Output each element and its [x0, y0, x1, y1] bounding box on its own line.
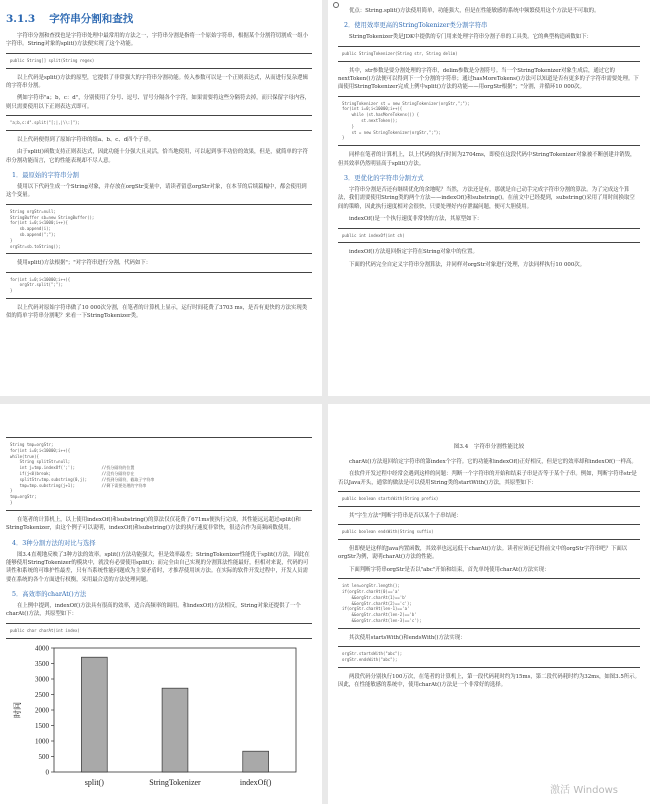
y-tick-label: 4000: [35, 644, 49, 653]
code-block: public boolean endsWith(String suffix): [338, 524, 640, 540]
x-tick-label: split(): [84, 777, 104, 787]
paragraph: 同样在笔者的计算机上，以上代码的执行时间为2704ms，即使在这段代码中StringTokenizer对象被不断创建并销毁，但其效率仍然明显高于split()方法。: [338, 152, 636, 167]
bar: [162, 688, 188, 772]
paragraph: 两段代码分别执行100万次，在笔者的计算机上，第一段代码耗时约为15ms，第二段代码耗时约为32ms，如图3.5所示。因此，在性能敏感的系统中，使用charAt()方法是一个非常好的选择。: [338, 673, 640, 689]
code-block: String tmp=orgStr; for(int i=0;i<10000;i++){ while(true){ String splitStr=null; int j=tmp.indexOf(';'); //找分隔符的位置 if(j<0)break; //没有分隔符存在 splitStr=tmp.substring(0,j); //找到分隔符，截取子字符串 tmp=tmp.substring(j+1); //剩下需要处理的字符串 } tmp=orgStr; }: [6, 437, 312, 511]
bar: [81, 657, 107, 772]
paragraph: 在笔者的计算机上，以上使用indexOf()和substring()的算法仅仅花费了671ms便执行完成，其性能远远超过split()和StringTokenizer，由这个例子可以说明，indexOf()和substring()方法的执行速度非常快，很适合作为高频函数使用。: [6, 516, 301, 532]
subsection-heading: 1．最原始的字符串分割: [12, 171, 79, 179]
figure-caption: 图3.4 字符串分割性能比较: [453, 444, 525, 450]
paragraph: 以上代码对原始字符串做了10 000次分割，在笔者的计算机上显示，运行时间花费了3703 ms，是否有更快的方法实现类似的简单字符串分割呢？来看一下StringTokenizer类。: [6, 305, 308, 320]
paragraph: 下面判断字符串orgStr是否以"abc"开始和结束，首先单纯使用charAt()方法实现：: [349, 566, 550, 573]
paragraph: 字符串分割是否还有继续优化的余地呢？当然，方法还是有，那就是自己动手完成字符串分割的算法。为了完成这个算法，我们需要使用String类的两个方法——indexOf()和substring()。在前文中已经提到，substring()采用了用时间换取空间的策略，因此执行速度相对会很快，只要处理好内存泄漏问题，便可大胆使用。: [338, 187, 635, 210]
code-block: StringTokenizer st = new StringTokenizer(orgStr,";"); for(int i=0;i<10000;i++){ while (st.hasMoreTokens()) { st.nextToken(); } st = new StringTokenizer(orgStr,";"); }: [338, 96, 640, 147]
y-tick-label: 500: [38, 752, 49, 761]
paragraph: 图3.4直观地反映了3种方法的效率。split()方法功能强大，但是效率最差；StringTokenizer性能优于split()方法，因此在能够使用StringTokenizer的模块中，就没有必要使用split()；而完全由自己实现的分割算法性能最好，但相对来说，代码的可读性和系统的可维护性最差，只有当系统性能问题成为主要矛盾时，才推荐使用该方法。在实际的软件开发过程中，开发人员需要在系统的各个方面进行权衡，采用最合适的方法处理问题。: [6, 551, 310, 583]
subsection-heading: 5．高效率的charAt()方法: [12, 591, 87, 599]
paragraph: charAt()方法返回给定字符串的第index个字符。它的功能和indexOf()正好相反，但是它的效率却和indexOf()一样高。: [349, 459, 637, 465]
code-block: for(int i=0;i<10000;i++){ orgStr.split(";"); }: [6, 272, 312, 299]
page-2: [328, 0, 650, 396]
code-block: public boolean startsWith(String prefix): [338, 491, 640, 507]
code-block: orgStr.startsWith("abc"); orgStr.endsWith("abc");: [338, 646, 640, 668]
page-3: [0, 404, 322, 804]
subsection-heading: 3．更优化的字符串分割方式: [344, 175, 424, 182]
code-block: public String[] split(String regex): [6, 53, 312, 69]
y-tick-label: 3500: [35, 659, 49, 668]
section-heading: [6, 11, 312, 26]
paragraph: 其"字生方法"判断字符串是否以某个子串结尾：: [349, 512, 462, 519]
code-block: public StringTokenizer(String str, String delim): [338, 46, 640, 62]
paragraph: 其次使用startsWith()和endsWith()方法实现：: [349, 634, 466, 641]
paragraph: 其中，str参数是要分割处理的字符串，delim参数是分割符号。当一个StringTokenizer对象生成后，通过它的nextToken()方法便可以得到下一个分割的字符串；通过hasMoreTokens()方法可以知道是否有更多的子字符串需要处理。下面使用StringTokenizer完成上例中split()方法的功能——用orgStr根据"；"分割，并循环10 000次。: [338, 67, 639, 91]
code-block: "a;b,c:d".split("[;|,|\\:]");: [6, 115, 312, 131]
x-tick-label: StringTokenizer: [149, 777, 201, 787]
paragraph: 但即便是这样的Java内置函数，其效率也远远低于charAt()方法。读者应该还记得前文中的orgStr字符串吧？下面以orgStr为例，说明charAt()方法的性能。: [338, 546, 628, 561]
section-number: 3.1.3: [6, 13, 36, 25]
y-tick-label: 1500: [35, 721, 49, 730]
subsection-heading: 4．3种分割方法的对比与选择: [12, 539, 96, 547]
bar-chart: [6, 644, 306, 794]
y-tick-label: 2000: [35, 706, 49, 715]
x-tick-label: indexOf(): [239, 777, 272, 787]
paragraph: 以上代码是split()方法的原型，它提供了非常强大的字符串分割功能。传入参数可以是一个正则表达式，从而进行复杂逻辑的字符串分割。: [6, 74, 308, 89]
paragraph: StringTokenizer类是JDK中提供的专门用来处理字符串分割子串的工具类。它的典型构造函数如下：: [349, 34, 592, 41]
code-block: String orgStr=null; StringBuffer sb=new StringBuffer(); for(int i=0;i<1000;i++){ sb.append(i); sb.append(";"); } orgStr=sb.toString();: [6, 204, 312, 255]
paragraph: 优点：String.split()方法使用简单，功能强大，但是在性能敏感的系统中频繁使用这个方法是不可取的。: [349, 8, 600, 14]
page-4: [328, 404, 650, 804]
windows-activation-watermark: 激活 Windows: [550, 785, 618, 796]
y-axis-label: 时间: [13, 701, 22, 718]
paragraph: 由于split()函数支持正则表达式，因此功能十分强大且灵活，恰当地使用，可以起到事半功倍的效果，但是，就简单的字符串分割功能而言，它的性能表现却不尽人意。: [6, 149, 308, 164]
paragraph: indexOf()是一个执行速度非常快的方法，其原型如下：: [349, 216, 483, 223]
y-tick-label: 1000: [35, 737, 49, 746]
section-title: 字符串分割和查找: [49, 13, 134, 25]
bar: [243, 751, 269, 772]
subsection-heading: 2．使用效率更高的StringTokenizer类分割字符串: [344, 22, 488, 30]
y-tick-label: 2500: [35, 690, 49, 699]
code-block: int len=orgStr.length(); if(orgStr.charAt(0)=='a' &&orgStr.charAt(1)=='b' &&orgStr.charAt(2)=='c'); if(orgStr.charAt(len-1)=='a' &&orgStr.charAt(len-2)=='b' &&orgStr.charAt(len-3)=='c');: [338, 578, 640, 629]
page-1: [0, 0, 322, 396]
paragraph: 例如字符串"a；b，c：d"，分别使用了分号、逗号、冒号分隔各个字符，如果需要将这些分隔符去掉，而只保留字母内容，则只需要使用以下正则表达式即可。: [6, 95, 311, 110]
paragraph: 字符串分割和查找也是字符串处理中最常用的方法之一，字符串分割是指将一个原始字符串，根据某个分割符切割成一组小字符串。String对象的split()方法便实现了这个功能。: [6, 33, 309, 48]
y-tick-label: 0: [45, 768, 49, 777]
paragraph: 使用split()方法根据"；"对字符串进行分割，代码如下：: [17, 260, 152, 267]
paragraph: 在软件开发过程中经常会遇到这样的问题：判断一个字符串的开始和结束子串是否等于某个子串。例如，判断字符串str是否以Java开头，通常的做法是可以使用String类的startWith()方法，其原型如下：: [338, 471, 637, 486]
bar-chart-svg: [6, 644, 306, 794]
code-block: public char charAt(int index): [6, 623, 312, 639]
paragraph: 在上例中提到，indexOf()方法具有很高的效率，适合高频率的调用。和indexOf()方法相反，String对象还提供了一个charAt()方法，其原型如下：: [6, 603, 301, 618]
paragraph: 以上代码便得到了原始字符串的组a、b、c、d四个子串。: [17, 136, 155, 143]
y-tick-label: 3000: [35, 675, 49, 684]
paragraph: indexOf()方法返回指定字符在String对象中的位置。: [349, 249, 478, 256]
code-block: public int indexOf(int ch): [338, 228, 640, 244]
page-marker-icon: [333, 2, 339, 8]
paragraph: 下面的代码完全自定义字符串分割算法，并同样对orgStr对象进行处理，方法同样执行10 000次。: [349, 261, 586, 268]
paragraph: 使用以下代码生成一个String对象，并存放在orgStr变量中，请读者留意orgStr对象，在本节的后续篇幅中，都会使用到这个变量。: [6, 183, 307, 199]
